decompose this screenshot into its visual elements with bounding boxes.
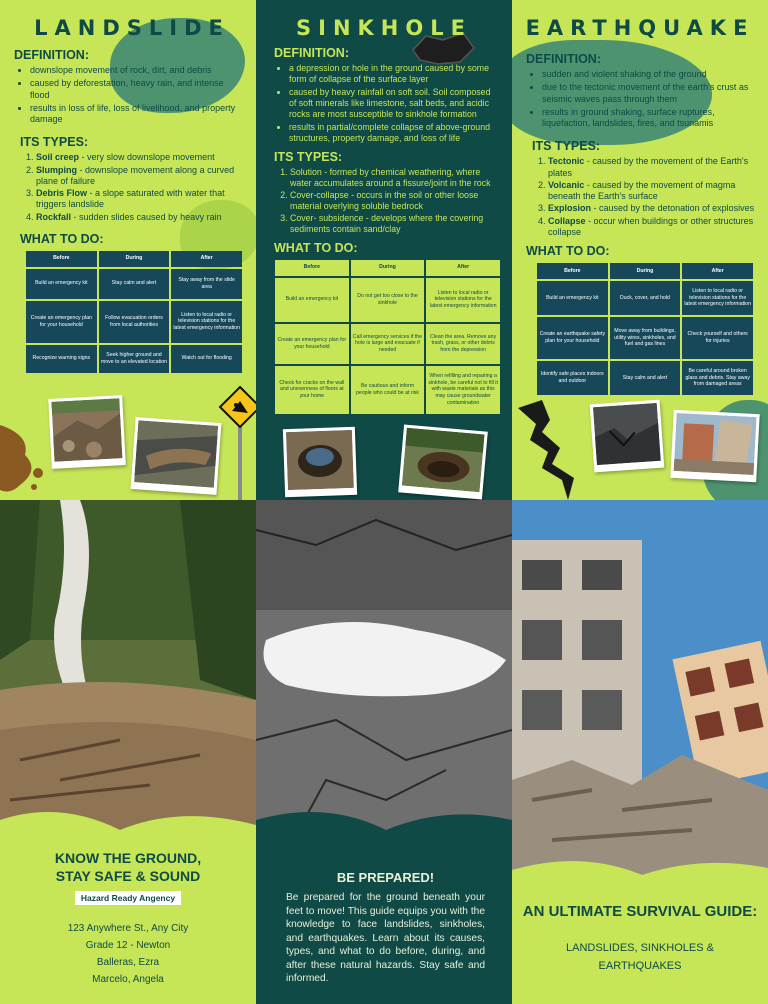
- sinkhole-todo-heading: WHAT TO DO:: [274, 240, 358, 255]
- collapsed-building-image: [512, 500, 768, 880]
- table-row: [275, 278, 500, 322]
- inside-flap-panel: [256, 500, 512, 1004]
- table-cell: When refilling and repairing a sinkhole, be careful not to fill it with waste materials as this may cause groundwater contamination: [426, 366, 500, 414]
- list-item: 2. Cover-collapse - occurs in the soil or other loose material overlying soluble bedrock: [290, 190, 500, 212]
- table-row: [275, 324, 500, 364]
- table-cell: Do not get too close to the sinkhole: [351, 278, 425, 322]
- table-cell: Build an emergency kit: [275, 278, 349, 322]
- table-header: Before: [537, 263, 608, 279]
- cracked-asphalt-image: [256, 500, 512, 835]
- table-cell: Be cautious and inform people who could be at risk: [351, 366, 425, 414]
- table-row: [537, 317, 753, 359]
- earthquake-types-list: [526, 156, 758, 238]
- sinkhole-definition-heading: DEFINITION:: [274, 46, 349, 60]
- table-cell: Recognize warning signs: [26, 345, 97, 373]
- table-cell: Create an emergency plan for your household: [26, 301, 97, 343]
- table-cell: Stay calm and alert: [610, 361, 681, 395]
- table-cell: Build an emergency kit: [537, 281, 608, 315]
- table-cell: Be careful around broken glass and debris. Stay away from damaged areas: [682, 361, 753, 395]
- table-cell: Stay away from the slide area: [171, 269, 242, 299]
- list-item: • a depression or hole in the ground caused by some form of collapse of the surface layer: [289, 63, 500, 85]
- landslide-photo: [48, 395, 126, 469]
- sinkhole-types-list: [274, 167, 500, 235]
- member-name: Balleras, Ezra: [96, 957, 160, 968]
- list-item: 3. Debris Flow - a slope saturated with water that triggers landslide: [36, 188, 242, 211]
- table-header: During: [99, 251, 170, 267]
- table-header: Before: [26, 251, 97, 267]
- mud-splash-icon: [0, 425, 45, 495]
- table-cell: Listen to local radio or television stations for the latest emergency information: [682, 281, 753, 315]
- be-prepared-body: Be prepared for the ground beneath your feet to move! This guide equips you with the knowledge to face landslides, sinkholes, and earthquakes. Learn about its causes, types, and what to do before, during, and after these natural hazards. Stay safe and informed.: [286, 892, 485, 985]
- landslide-todo-heading: WHAT TO DO:: [20, 231, 104, 246]
- be-prepared-heading: BE PREPARED!: [336, 870, 435, 885]
- landslide-types-list: [14, 152, 242, 223]
- earthquake-definition-heading: DEFINITION:: [526, 52, 601, 66]
- earthquake-definition-list: [526, 69, 758, 129]
- landslide-todo-table: [24, 249, 244, 375]
- grade: Grade 12 - Newton: [85, 940, 171, 951]
- table-row: [275, 366, 500, 414]
- agency-badge: Hazard Ready Angency: [75, 891, 181, 905]
- list-item: • results in loss of life, loss of livelihood, and property damage: [30, 103, 242, 126]
- landslide-road-photo: [131, 417, 222, 495]
- table-cell: Create an earthquake safety plan for your household: [537, 317, 608, 359]
- table-cell: Follow evacuation orders from local authorities: [99, 301, 170, 343]
- list-item: 4. Rockfall - sudden slides caused by heavy rain: [36, 212, 242, 223]
- table-cell: Build an emergency kit: [26, 269, 97, 299]
- front-cover-panel: [512, 500, 768, 1004]
- list-item: 3. Explosion - caused by the detonation of explosives: [548, 203, 758, 214]
- table-header: During: [610, 263, 681, 279]
- address: 123 Anywhere St., Any City: [67, 923, 189, 934]
- table-cell: Create an emergency plan for your household: [275, 324, 349, 364]
- table-cell: Call emergency services if the hole is large and evacuate if needed: [351, 324, 425, 364]
- warning-sign-icon: [218, 385, 256, 500]
- earthquake-todo-table: [535, 261, 755, 397]
- sinkhole-definition-list: [274, 63, 500, 144]
- landslide-title: LANDSLIDE: [34, 16, 230, 40]
- table-cell: Seek higher ground and move to an elevated location: [99, 345, 170, 373]
- list-item: 4. Collapse - occur when buildings or other structures collapse: [548, 216, 758, 239]
- list-item: • caused by heavy rainfall on soft soil. Soil composed of soft minerals like limestone, salt beds, and acidic rocks are most susceptible to sinkhole formation: [289, 87, 500, 120]
- table-row: [26, 301, 242, 343]
- table-row: [537, 361, 753, 395]
- list-item: 1. Soil creep - very slow downslope movement: [36, 152, 242, 163]
- sinkhole-title: SINKHOLE: [296, 16, 472, 40]
- table-cell: Watch out for flooding: [171, 345, 242, 373]
- back-cover-panel: [0, 500, 256, 1004]
- sinkhole-panel: [256, 0, 512, 500]
- member-name: Marcelo, Angela: [92, 974, 164, 985]
- landslide-panel: [0, 0, 256, 500]
- table-row: [26, 269, 242, 299]
- earthquake-road-photo: [590, 400, 665, 473]
- table-row: [537, 281, 753, 315]
- cover-title: AN ULTIMATE SURVIVAL GUIDE:: [522, 903, 758, 920]
- landslide-definition-list: [14, 65, 242, 125]
- landslide-scene-image: [0, 500, 256, 835]
- table-cell: Move away from buildings, utility wires, sinkholes, and fuel and gas lines: [610, 317, 681, 359]
- list-item: • caused by deforestation, heavy rain, and intense flood: [30, 78, 242, 101]
- landslide-definition-heading: DEFINITION:: [14, 48, 89, 62]
- sinkhole-todo-table: [273, 258, 502, 416]
- sinkhole-types-heading: ITS TYPES:: [274, 149, 343, 164]
- cover-subtitle: LANDSLIDES, SINKHOLES & EARTHQUAKES: [566, 942, 714, 972]
- table-header-row: [275, 260, 500, 276]
- tagline: KNOW THE GROUND, STAY SAFE & SOUND: [54, 850, 202, 884]
- sinkhole-photo: [283, 427, 357, 497]
- table-header-row: [26, 251, 242, 267]
- table-header-row: [537, 263, 753, 279]
- table-cell: Listen to local radio or television stations for the latest emergency information: [171, 301, 242, 343]
- landslide-types-heading: ITS TYPES:: [20, 135, 89, 150]
- earthquake-types-heading: ITS TYPES:: [532, 139, 601, 154]
- table-cell: Clean the area. Remove any trash, grass, or other debris from the depression: [426, 324, 500, 364]
- contact-info: [0, 920, 256, 988]
- list-item: 1. Tectonic - caused by the movement of the Earth's plates: [548, 156, 758, 179]
- ground-crack-icon: [512, 400, 592, 500]
- earthquake-title: EARTHQUAKE: [525, 16, 755, 40]
- list-item: • results in partial/complete collapse of above-ground structures, property damage, and loss of life: [289, 122, 500, 144]
- earthquake-building-photo: [670, 410, 759, 482]
- list-item: 1. Solution - formed by chemical weathering, where water accumulates around a fissure/joint in the rock: [290, 167, 500, 189]
- list-item: • sudden and violent shaking of the ground: [542, 69, 758, 80]
- table-cell: Identify safe places indoors and outdoor: [537, 361, 608, 395]
- sinkhole-road-photo: [398, 424, 488, 499]
- list-item: • due to the tectonic movement of the earth's crust as seismic waves pass through them: [542, 82, 758, 105]
- table-header: Before: [275, 260, 349, 276]
- table-cell: Stay calm and alert: [99, 269, 170, 299]
- table-cell: Check yourself and others for injuries: [682, 317, 753, 359]
- table-cell: Duck, cover, and hold: [610, 281, 681, 315]
- table-header: After: [426, 260, 500, 276]
- table-cell: Listen to local radio or television stations for the latest emergency information: [426, 278, 500, 322]
- earthquake-panel: [512, 0, 768, 500]
- list-item: 2. Volcanic - caused by the movement of magma beneath the Earth's surface: [548, 180, 758, 203]
- table-header: After: [171, 251, 242, 267]
- table-cell: Check for cracks on the wall and unevenness of floors at your home: [275, 366, 349, 414]
- table-header: During: [351, 260, 425, 276]
- list-item: • results in ground shaking, surface ruptures, liquefaction, landslides, fires, and tsunamis: [542, 107, 758, 130]
- earthquake-todo-heading: WHAT TO DO:: [526, 244, 610, 258]
- list-item: 2. Slumping - downslope movement along a curved plane of failure: [36, 165, 242, 188]
- table-header: After: [682, 263, 753, 279]
- table-row: [26, 345, 242, 373]
- list-item: 3. Cover- subsidence - develops where the covering sediments contain sand/clay: [290, 213, 500, 235]
- list-item: • downslope movement of rock, dirt, and debris: [30, 65, 242, 76]
